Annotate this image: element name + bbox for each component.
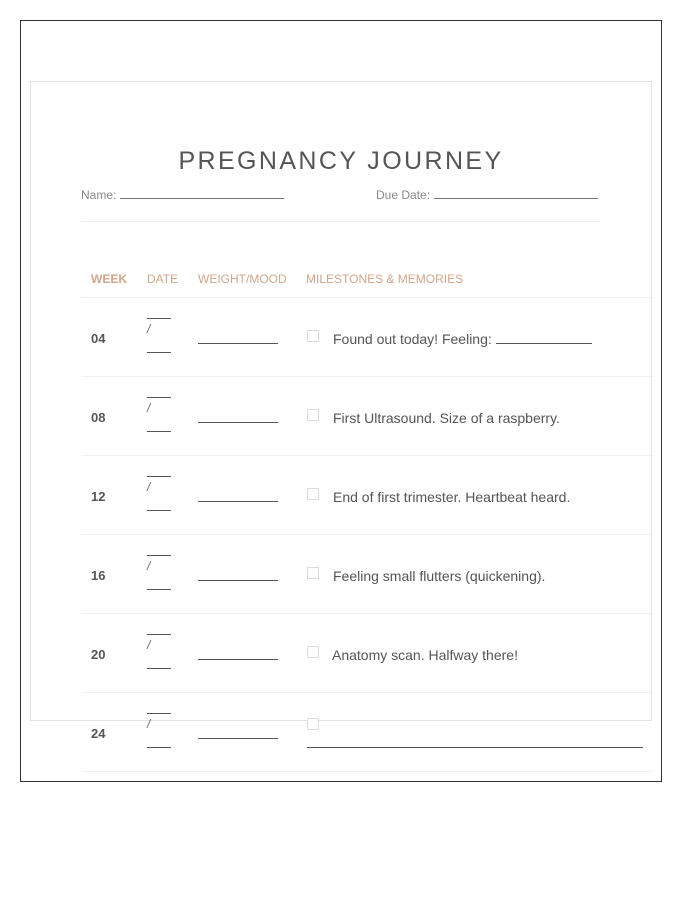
due-date-label: Due Date: — [376, 188, 431, 202]
week-number: 20 — [91, 647, 106, 662]
milestone-blank-line[interactable] — [307, 747, 643, 748]
week-number: 16 — [91, 568, 106, 583]
name-label: Name: — [81, 188, 117, 202]
column-header-week: WEEK — [91, 272, 127, 286]
milestone-label: Found out today! Feeling: — [333, 331, 492, 347]
date-blank-month[interactable] — [147, 634, 171, 635]
date-blank-day[interactable] — [147, 668, 171, 669]
milestone-checkbox[interactable] — [307, 567, 319, 579]
milestone-text: Feeling small flutters (quickening). — [333, 568, 546, 584]
date-blank-month[interactable] — [147, 476, 171, 477]
date-blank-month[interactable] — [147, 318, 171, 319]
name-blank-line[interactable] — [120, 186, 284, 199]
week-number: 04 — [91, 331, 106, 346]
date-blank-month[interactable] — [147, 555, 171, 556]
milestone-checkbox[interactable] — [307, 409, 319, 421]
date-separator: / — [147, 401, 151, 415]
date-blank-day[interactable] — [147, 431, 171, 432]
table-row — [81, 456, 651, 535]
date-separator: / — [147, 638, 151, 652]
due-date-field[interactable] — [376, 186, 598, 202]
date-blank-day[interactable] — [147, 747, 171, 748]
week-number: 12 — [91, 489, 106, 504]
date-field[interactable] — [147, 713, 171, 748]
date-field[interactable] — [147, 318, 171, 353]
date-blank-day[interactable] — [147, 589, 171, 590]
date-field[interactable] — [147, 634, 171, 669]
date-field[interactable] — [147, 555, 171, 590]
weight-mood-blank[interactable] — [198, 343, 278, 344]
milestone-checkbox[interactable] — [307, 330, 319, 342]
week-number: 24 — [91, 726, 106, 741]
date-blank-month[interactable] — [147, 397, 171, 398]
milestone-checkbox[interactable] — [307, 646, 319, 658]
column-header-milestones: MILESTONES & MEMORIES — [306, 272, 464, 286]
milestone-text: First Ultrasound. Size of a raspberry. — [333, 410, 560, 426]
weight-mood-blank[interactable] — [198, 659, 278, 660]
table-row — [81, 377, 651, 456]
table-row — [81, 535, 651, 614]
milestone-checkbox[interactable] — [307, 718, 319, 730]
date-separator: / — [147, 559, 151, 573]
date-field[interactable] — [147, 476, 171, 511]
table-header — [81, 270, 651, 298]
table-row — [81, 693, 651, 772]
milestone-text — [333, 331, 592, 347]
feeling-blank[interactable] — [496, 331, 592, 344]
column-header-weight-mood: WEIGHT/MOOD — [198, 272, 287, 286]
header-divider — [81, 221, 600, 222]
date-separator: / — [147, 322, 151, 336]
weight-mood-blank[interactable] — [198, 422, 278, 423]
date-blank-day[interactable] — [147, 352, 171, 353]
date-field[interactable] — [147, 397, 171, 432]
page-title: PREGNANCY JOURNEY — [178, 147, 504, 175]
table-row — [81, 614, 651, 693]
date-blank-month[interactable] — [147, 713, 171, 714]
milestone-text: Anatomy scan. Halfway there! — [332, 647, 518, 663]
weight-mood-blank[interactable] — [198, 501, 278, 502]
milestone-checkbox[interactable] — [307, 488, 319, 500]
date-separator: / — [147, 717, 151, 731]
milestone-text: End of first trimester. Heartbeat heard. — [333, 489, 571, 505]
column-header-date: DATE — [147, 272, 179, 286]
table-row — [81, 298, 651, 377]
weight-mood-blank[interactable] — [198, 580, 278, 581]
week-number: 08 — [91, 410, 106, 425]
weight-mood-blank[interactable] — [198, 738, 278, 739]
date-separator: / — [147, 480, 151, 494]
date-blank-day[interactable] — [147, 510, 171, 511]
due-date-blank-line[interactable] — [434, 186, 598, 199]
name-field[interactable] — [81, 186, 284, 202]
